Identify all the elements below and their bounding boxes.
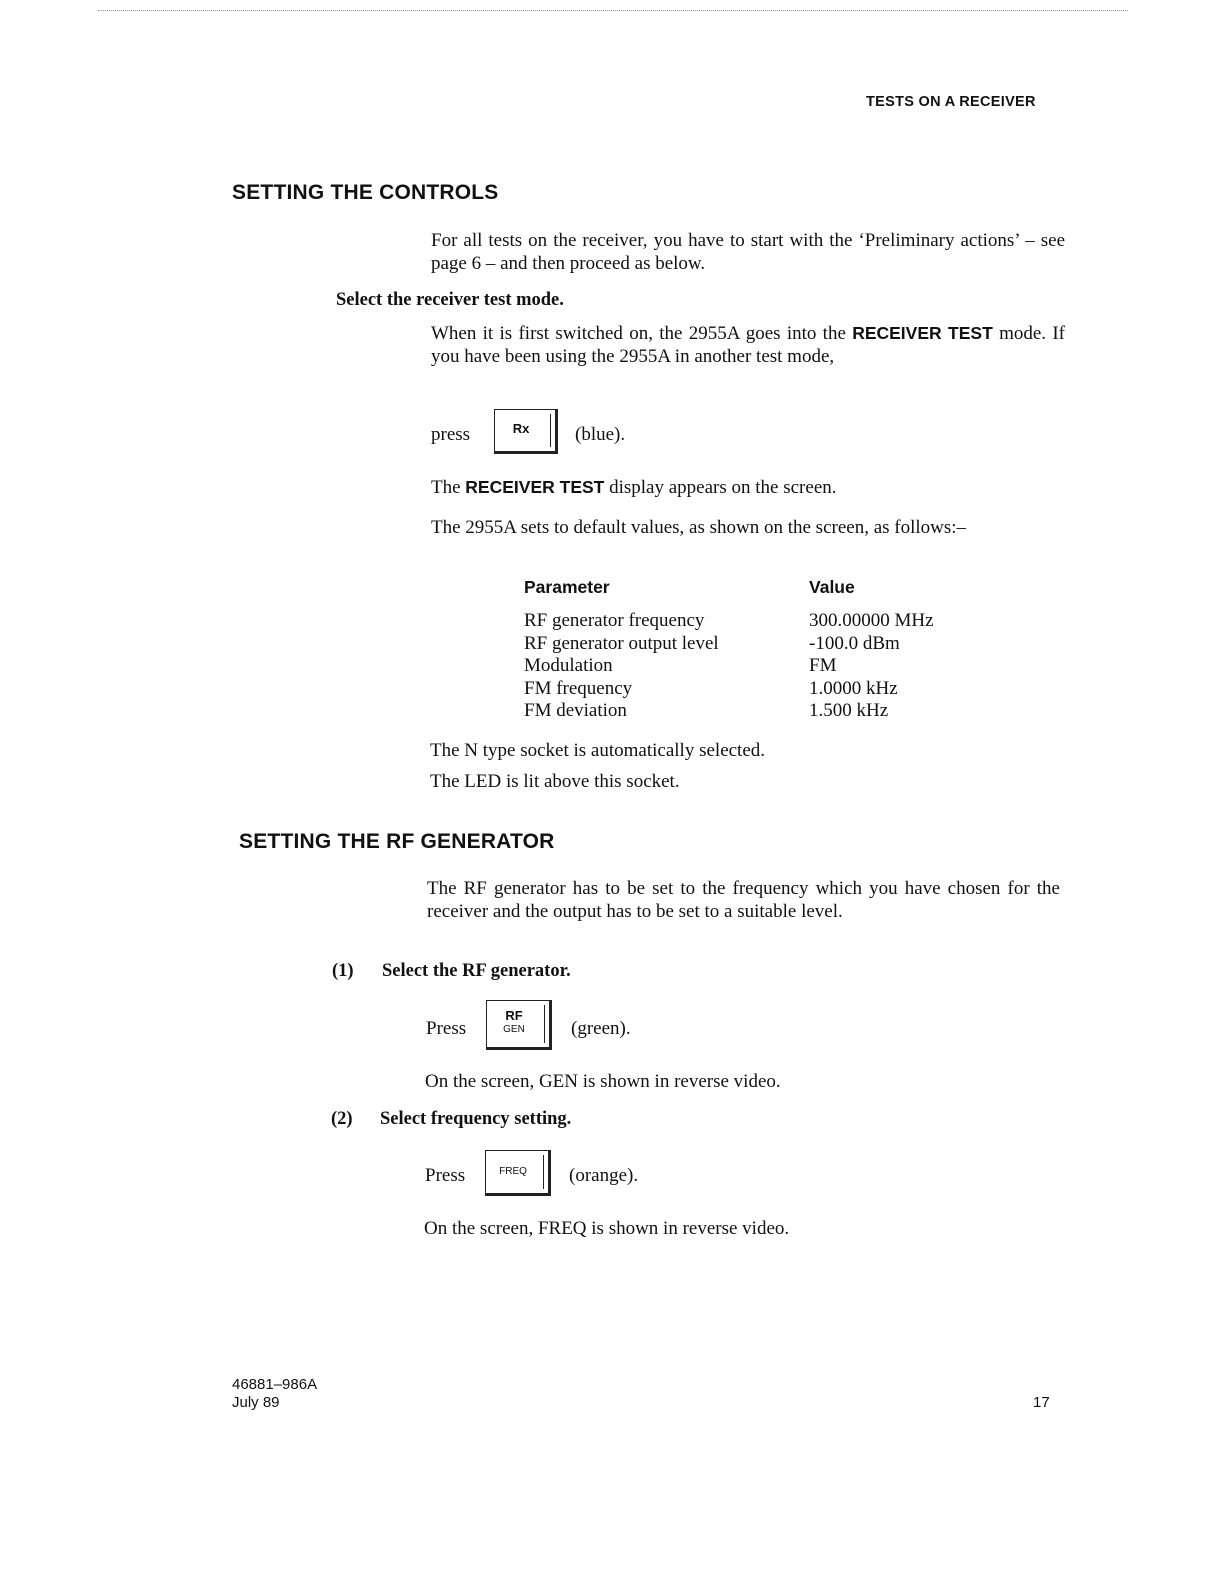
step2-result: On the screen, FREQ is shown in reverse video. bbox=[424, 1218, 790, 1239]
rf-gen-key-icon bbox=[486, 1000, 552, 1050]
table-row bbox=[524, 655, 934, 678]
step-heading-receiver-mode: Select the receiver test mode. bbox=[336, 290, 564, 310]
section2-intro: The RF generator has to be set to the frequency which you have chosen for the receiver and the output has to be set to a suitable level. bbox=[427, 878, 1060, 922]
step2-press-label: Press bbox=[425, 1165, 466, 1186]
key-edge bbox=[543, 1155, 544, 1189]
key-edge bbox=[544, 1005, 545, 1043]
value-cell: -100.0 dBm bbox=[809, 632, 900, 654]
rx-key-label: Rx bbox=[512, 421, 530, 436]
section-heading-setting-controls: SETTING THE CONTROLS bbox=[232, 181, 499, 204]
led-line: The LED is lit above this socket. bbox=[430, 771, 680, 792]
key-edge bbox=[550, 414, 551, 447]
para1-text-a: When it is first switched on, the 2955A goes into the bbox=[431, 323, 846, 344]
step2-color: (orange). bbox=[569, 1165, 639, 1186]
socket-line: The N type socket is automatically selected. bbox=[430, 740, 766, 761]
param-cell: FM frequency bbox=[524, 677, 633, 699]
step1-heading: Select the RF generator. bbox=[382, 961, 571, 981]
value-cell: FM bbox=[809, 655, 837, 677]
freq-key-label: FREQ bbox=[499, 1166, 527, 1177]
param-cell: FM deviation bbox=[524, 700, 627, 722]
doc-date: July 89 bbox=[232, 1394, 280, 1411]
section-heading-rf-generator: SETTING THE RF GENERATOR bbox=[239, 830, 555, 853]
doc-number: 46881–986A bbox=[232, 1376, 318, 1393]
table-header-value: Value bbox=[809, 577, 855, 597]
rf-gen-key-bottom: GEN bbox=[503, 1024, 525, 1035]
step1-press-label: Press bbox=[426, 1018, 467, 1039]
para1-text-b: mode. If you have been using the 2955A in another test mode, bbox=[431, 323, 1065, 367]
step1-color: (green). bbox=[571, 1018, 631, 1039]
display-text-b: display appears on the screen. bbox=[609, 477, 837, 498]
param-cell: RF generator frequency bbox=[524, 610, 705, 631]
section1-intro: For all tests on the receiver, you have to start with the ‘Preliminary actions’ – see page 6 – and then proceed as below. bbox=[431, 230, 1065, 274]
display-text-a: The bbox=[431, 477, 461, 498]
rf-gen-key-top: RF bbox=[505, 1008, 523, 1023]
display-bold: RECEIVER TEST bbox=[465, 477, 605, 497]
running-head: TESTS ON A RECEIVER bbox=[866, 94, 1036, 110]
table-row bbox=[524, 610, 934, 633]
value-cell: 1.500 kHz bbox=[809, 700, 889, 722]
step1-number: (1) bbox=[332, 961, 354, 981]
step1-result: On the screen, GEN is shown in reverse video. bbox=[425, 1071, 781, 1092]
defaults-table bbox=[524, 577, 934, 723]
step2-heading: Select frequency setting. bbox=[380, 1109, 572, 1129]
rx-key-color: (blue). bbox=[575, 424, 626, 445]
top-rule bbox=[98, 10, 1128, 11]
display-appears-line bbox=[431, 476, 837, 499]
value-cell: 300.00000 MHz bbox=[809, 610, 934, 631]
press-label: press bbox=[431, 424, 471, 445]
step2-number: (2) bbox=[331, 1109, 353, 1129]
freq-key-icon bbox=[485, 1150, 551, 1196]
param-cell: RF generator output level bbox=[524, 632, 719, 654]
table-row bbox=[524, 700, 934, 723]
rx-key-icon bbox=[494, 409, 558, 454]
table-header-parameter: Parameter bbox=[524, 577, 610, 597]
defaults-intro: The 2955A sets to default values, as shown on the screen, as follows:– bbox=[431, 517, 967, 538]
receiver-mode-paragraph bbox=[431, 322, 1065, 368]
value-cell: 1.0000 kHz bbox=[809, 677, 898, 699]
receiver-test-bold: RECEIVER TEST bbox=[852, 323, 993, 343]
table-row bbox=[524, 633, 934, 656]
page-number: 17 bbox=[1033, 1394, 1050, 1411]
param-cell: Modulation bbox=[524, 655, 613, 677]
table-row bbox=[524, 678, 934, 701]
